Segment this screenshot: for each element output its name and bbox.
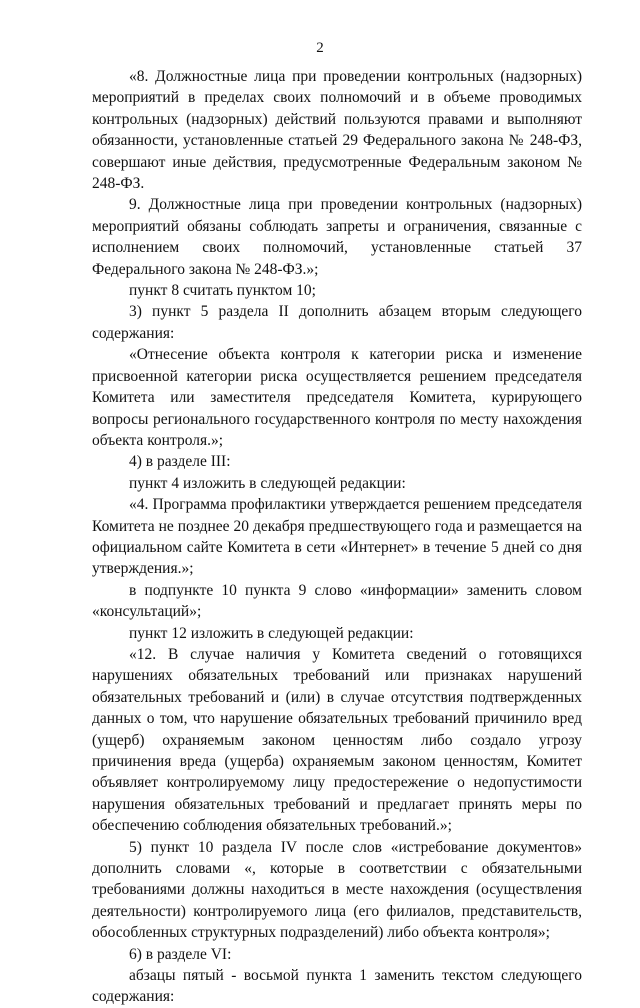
paragraph-item-8: «8. Должностные лица при проведении контрольных (надзорных) мероприятий в пределах своих полномочий и в объеме проводимых контрольных (надзорных) действий пользуются правами и выполняют обязанности, установленные статьей 29 Федерального закона № 248-ФЗ, совершают иные действия, предусмотренные Федеральным законом № 248-ФЗ.	[92, 68, 582, 193]
paragraph-amendment-3: 3) пункт 5 раздела II дополнить абзацем вторым следующего содержания:	[92, 303, 582, 342]
document-body	[92, 66, 582, 1008]
paragraph-point-12-intro: пункт 12 изложить в следующей редакции:	[129, 624, 414, 642]
page-number: 2	[316, 40, 324, 56]
paragraph-point-4-intro: пункт 4 изложить в следующей редакции:	[129, 474, 406, 492]
paragraph-item-9: 9. Должностные лица при проведении контрольных (надзорных) мероприятий обязаны соблюдать запреты и ограничения, связанные с исполнением своих полномочий, установленные статьей 37 Федерального закона № 248-ФЗ.»;	[92, 196, 582, 278]
paragraph-subpoint-10-change: в подпункте 10 пункта 9 слово «информации» заменить словом «консультаций»;	[92, 581, 582, 621]
paragraph-point-4-text: «4. Программа профилактики утверждается решением председателя Комитета не позднее 20 декабря предшествующего года и размещается на официальном сайте Комитета в сети «Интернет» в течение 5 дней со дня утверждения.»;	[92, 496, 582, 578]
paragraph-amendment-4: 4) в разделе III:	[129, 453, 231, 471]
paragraph-amendment-5: 5) пункт 10 раздела IV после слов «истребование документов» дополнить словами «, которые в соответствии с обязательными требованиями должны находиться в месте нахождения (осуществления деятельности) контролируемого лица (его филиалов, представительств, обособленных структурных подразделений) либо объекта контроля»;	[92, 838, 582, 942]
paragraph-amendment-6: 6) в разделе VI:	[129, 945, 232, 963]
paragraph-renumber-8-to-10: пункт 8 считать пунктом 10;	[129, 282, 316, 300]
paragraph-point-12-text: «12. В случае наличия у Комитета сведений о готовящихся нарушениях обязательных требований или признаках нарушений обязательных требований и (или) в случае отсутствия подтвержденных данных о том, что нарушение обязательных требований причинило вред (ущерб) охраняемым законом ценностям либо создало угрозу причинения вреда (ущерба) охраняемым законом ценностям, Комитет объявляет контролируемому лицу предостережение о недопустимости нарушения обязательных требований и предлагает принять меры по обеспечению соблюдения обязательных требований.»;	[92, 645, 582, 835]
paragraph-replace-subparagraphs: абзацы пятый - восьмой пункта 1 заменить текстом следующего содержания:	[92, 967, 582, 1006]
paragraph-risk-category-text: «Отнесение объекта контроля к категории риска и изменение присвоенной категории риска осуществляется решением председателя Комитета или заместителя председателя Комитета, курирующего вопросы регионального государственного контроля по месту нахождения объекта контроля.»;	[92, 346, 582, 449]
